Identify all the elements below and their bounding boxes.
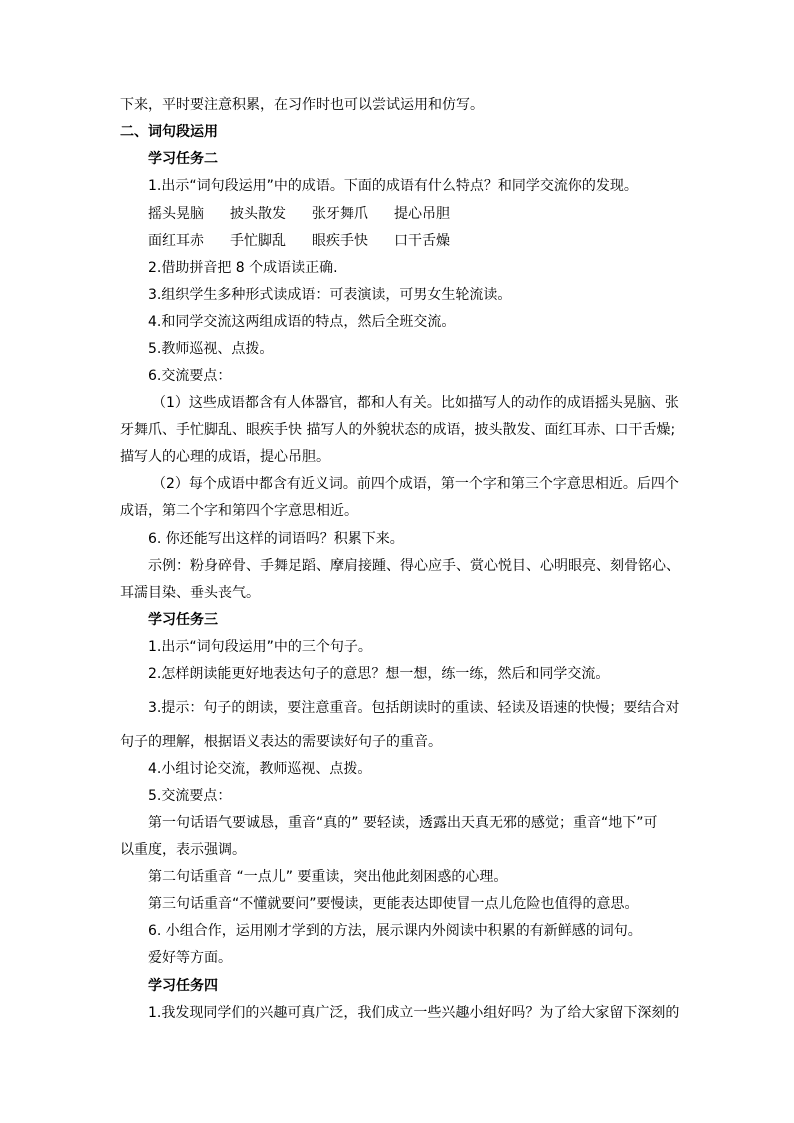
paragraph-line: 以重度，表示强调。 bbox=[120, 842, 246, 858]
idiom: 手忙脚乱 bbox=[230, 233, 286, 249]
paragraph-line: 牙舞爪、手忙脚乱、眼疾手快 描写人的外貌状态的成语，披头散发、面红耳赤、口干舌燥; bbox=[120, 422, 676, 438]
paragraph-line: 3.提示：句子的朗读，要注意重音。包括朗读时的重读、轻读及语速的快慢；要结合对 bbox=[148, 700, 680, 716]
idiom-row-2 bbox=[148, 232, 680, 250]
idiom: 提心吊胆 bbox=[394, 206, 450, 222]
paragraph-line: 2.借助拼音把 8 个成语读正确. bbox=[148, 260, 338, 276]
idiom: 口干舌燥 bbox=[394, 233, 450, 249]
task-heading: 学习任务二 bbox=[148, 151, 218, 167]
paragraph-line: （2）每个成语中都含有近义词。前四个成语，第一个字和第三个字意思相近。后四个 bbox=[152, 476, 679, 492]
paragraph-line: （1）这些成语都含有人体器官，都和人有关。比如描写人的动作的成语摇头晃脑、张 bbox=[152, 395, 679, 411]
idiom: 眼疾手快 bbox=[312, 233, 368, 249]
paragraph-line: 5.教师巡视、点拨。 bbox=[148, 341, 274, 357]
task-heading: 学习任务三 bbox=[148, 612, 218, 628]
paragraph-line: 耳濡目染、垂头丧气。 bbox=[120, 585, 260, 601]
paragraph-line: 成语，第二个字和第四个字意思相近。 bbox=[120, 503, 358, 519]
paragraph-line: 6. 小组合作，运用刚才学到的方法，展示课内外阅读中积累的有新鲜感的词句。 bbox=[148, 923, 642, 939]
paragraph-line: 第一句话语气要诚恳，重音“真的” 要轻读，透露出天真无邪的感觉；重音“地下”可 bbox=[148, 815, 658, 831]
paragraph-line: 示例：粉身碎骨、手舞足蹈、摩肩接踵、得心应手、赏心悦目、心明眼亮、刻骨铭心、 bbox=[148, 558, 680, 574]
paragraph-line: 第三句话重音“不懂就要问”要慢读，更能表达即使冒一点儿危险也值得的意思。 bbox=[148, 896, 639, 912]
idiom: 面红耳赤 bbox=[148, 233, 204, 249]
paragraph-line: 5.交流要点： bbox=[148, 788, 232, 804]
paragraph-line: 下来，平时要注意积累，在习作时也可以尝试运用和仿写。 bbox=[120, 97, 484, 113]
idiom-row-1 bbox=[148, 205, 680, 223]
paragraph-line: 爱好等方面。 bbox=[148, 950, 232, 966]
paragraph-line: 3.组织学生多种形式读成语：可表演读，可男女生轮流读。 bbox=[148, 287, 512, 303]
paragraph-line: 句子的理解，根据语义表达的需要读好句子的重音。 bbox=[120, 734, 442, 750]
paragraph-line: 1.我发现同学们的兴趣可真广泛，我们成立一些兴趣小组好吗？为了给大家留下深刻的 bbox=[148, 1005, 680, 1021]
paragraph-line: 2.怎样朗读能更好地表达句子的意思？想一想，练一练，然后和同学交流。 bbox=[148, 666, 610, 682]
paragraph-line: 1.出示“词句段运用”中的成语。下面的成语有什么特点？和同学交流你的发现。 bbox=[148, 178, 638, 194]
task-heading: 学习任务四 bbox=[148, 978, 218, 994]
paragraph-line: 6. 你还能写出这样的词语吗？积累下来。 bbox=[148, 531, 404, 547]
paragraph-line: 描写人的心理的成语，提心吊胆。 bbox=[120, 449, 330, 465]
paragraph-line: 4.和同学交流这两组成语的特点，然后全班交流。 bbox=[148, 314, 456, 330]
paragraph-line: 第二句话重音 “一点儿” 要重读，突出他此刻困惑的心理。 bbox=[148, 869, 508, 885]
idiom: 摇头晃脑 bbox=[148, 206, 204, 222]
idiom: 披头散发 bbox=[230, 206, 286, 222]
idiom: 张牙舞爪 bbox=[312, 206, 368, 222]
paragraph-line: 4.小组讨论交流，教师巡视、点拨。 bbox=[148, 761, 372, 777]
section-heading: 二、词句段运用 bbox=[120, 124, 218, 140]
paragraph-line: 1.出示“词句段运用”中的三个句子。 bbox=[148, 639, 372, 655]
paragraph-line: 6.交流要点： bbox=[148, 368, 232, 384]
